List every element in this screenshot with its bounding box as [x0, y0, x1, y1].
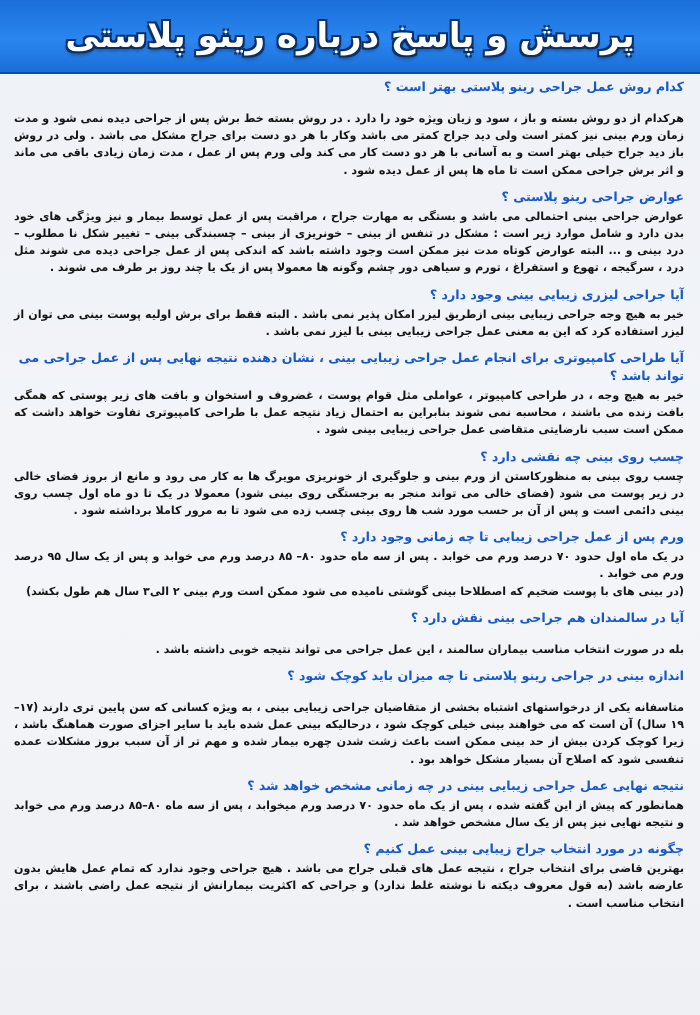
title-banner	[0, 0, 700, 74]
faq-question: عوارض جراحی رینو پلاستی ؟	[501, 188, 684, 204]
faq-question: آیا جراحی لیزری زیبایی بینی وجود دارد ؟	[429, 286, 684, 302]
spacer	[14, 98, 684, 110]
faq-question: آیا طراحی کامپیوتری برای انجام عمل جراحی زیبایی بینی ، نشان دهنده نتیجه نهایی پس از عمل جراحی می تواند باشد ؟	[18, 350, 684, 384]
faq-question: آیا در سالمندان هم جراحی بینی نقش دارد ؟	[410, 609, 684, 625]
faq-answer: هرکدام از دو روش بسته و باز ، سود و زیان ویژه خود را دارد . در روش بسته خط برش پس از جراحی دیده نمی شود و مدت زمان ورم بینی نیز کمتر است ولی دید جراح کمتر می باشد وکار با هر دو دست برای جراح مشکل می باشد . ولی در روش باز دید جراح خیلی بهتر است و به آسانی با هر دو دست کار می کند ولی ورم پس از عمل ، مدت زمان زیادی باقی می ماند و اثر برش جراحی ممکن است تا ماه ها پس از عمل دیده شود .	[14, 112, 684, 177]
faq-answer: متاسفانه یکی از درخواستهای اشتباه بخشی از متقاضیان جراحی زیبایی بینی ، به ویژه کسانی که سن پایین تری دارند (۱۷–۱۹ سال) آن است که می خواهند بینی خیلی کوچک شود ، درحالیکه بینی عمل شده باید با سایر اجزای صورت هماهنگ باشد ، زیرا کوچک کردن بیش از حد بینی ممکن است باعث زشت شدن چهره بیمار شده و مهم تر از آن سبب بروز مشکلات عمده تنفسی شود که اصلاح آن بسیار مشکل خواهد بود .	[14, 701, 684, 766]
faq-item	[14, 667, 684, 768]
faq-answer: همانطور که پیش از این گفته شده ، پس از یک ماه حدود ۷۰ درصد ورم میخوابد ، پس از سه ماه ۸۰–۸۵ درصد ورم می خوابد و نتیجه نهایی نیز پس از یک سال مشخص خواهد شد .	[14, 798, 684, 830]
faq-answer: چسب روی بینی به منظورکاستن از ورم بینی و جلوگیری از خونریزی مویرگ ها به کار می رود و مانع از بروز فضای خالی در زیر پوست می شود (فضای خالی می تواند منجر به برجستگی روی بینی شود) معمولا در یک تا دو ماه اول چسب روی بینی دائمی است و پس از آن بر حسب مورد شب ها روی بینی چسب زده می شود تا به مرور کاملا برداشته شود .	[14, 469, 684, 518]
faq-question: چگونه در مورد انتخاب جراح زیبایی بینی عمل کنیم ؟	[363, 841, 684, 857]
faq-question: ورم پس از عمل جراحی زیبایی تا چه زمانی وجود دارد ؟	[340, 529, 684, 545]
spacer	[14, 687, 684, 699]
faq-question: کدام روش عمل جراحی رینو پلاستی بهتر است ؟	[384, 79, 684, 94]
faq-item	[14, 349, 684, 439]
faq-answer: خیر به هیچ وجه جراحی زیبایی بینی ازطریق لیزر امکان پذیر نمی باشد . البته فقط برای برش اولیه پوست بینی می توان از لیزر استفاده کرد که این به معنی عمل جراحی زیبایی بینی با لیزر نمی باشد .	[14, 307, 684, 338]
faq-item	[14, 609, 684, 658]
faq-item	[14, 528, 684, 600]
faq-content	[14, 78, 684, 1005]
faq-answer: عوارض جراحی بینی احتمالی می باشد و بستگی به مهارت جراح ، مراقبت پس از عمل توسط بیمار و نیز ویژگی های خود بدن دارد و شامل موارد زیر است : مشکل در تنفس از بینی – خونریزی از بینی – چسبندگی بینی – تغییر شکل نا مطلوب – درد بینی و ... البته عوارض کوتاه مدت نیز ممکن است وجود داشته باشد که اندکی پس از عمل جراحی دیده می شوند مثل درد ، سرگیجه ، تهوع و استفراغ ، تورم و سیاهی دور چشم وگونه ها معمولا پس از یک یا چند روز بر طرف می شوند .	[14, 209, 684, 275]
faq-item	[14, 188, 684, 277]
faq-answer: بله در صورت انتخاب مناسب بیماران سالمند ، این عمل جراحی می تواند نتیجه خوبی داشته باشد .	[155, 642, 684, 656]
faq-answer: بهترین قاضی برای انتخاب جراح ، نتیجه عمل های قبلی جراح می باشد . هیچ جراحی وجود ندارد که تمام عمل هایش بدون عارضه باشد (به قول معروف دیکته نا نوشته غلط ندارد) و جراحی که اکثریت بیمارانش از نتیجه عمل راضی باشند ، برای انتخاب مناسب است .	[14, 862, 684, 910]
faq-question: نتیجه نهایی عمل جراحی زیبایی بینی در چه زمانی مشخص خواهد شد ؟	[247, 777, 684, 793]
page-title: پرسش و پاسخ درباره رینو پلاستی	[65, 16, 635, 56]
faq-answer: خیر به هیچ وجه ، در طراحی کامپیوتر ، عواملی مثل قوام پوست ، غضروف و استخوان و بافت های زیر پوستی که همگی بافت زنده می باشند ، محاسبه نمی شوند بنابراین به احتمال زیاد نتیجه عمل با طراحی کامپیوتری تفاوت خواهد داشت که ممکن است سبب نارضایتی متقاضی عمل جراحی زیبایی بینی شود .	[14, 389, 684, 437]
faq-item	[14, 286, 684, 340]
faq-item	[14, 777, 684, 831]
faq-answer-note: (در بینی های با پوست ضخیم که اصطلاحا بینی گوشتی نامیده می شود ممکن است ورم بینی ۲ الی۳ سال هم طول بکشد)	[26, 584, 684, 598]
faq-item	[14, 448, 684, 520]
faq-question: اندازه بینی در جراحی رینو پلاستی تا چه میزان باید کوچک شود ؟	[287, 668, 684, 684]
faq-question: چسب روی بینی چه نقشی دارد ؟	[480, 448, 684, 464]
faq-answer: در یک ماه اول حدود ۷۰ درصد ورم می خوابد . پس از سه ماه حدود ۸۰– ۸۵ درصد ورم می خوابد و پس از یک سال ۹۵ درصد ورم می خوابد .	[14, 550, 684, 581]
faq-item	[14, 840, 684, 912]
faq-item	[14, 78, 684, 179]
spacer	[14, 629, 684, 641]
